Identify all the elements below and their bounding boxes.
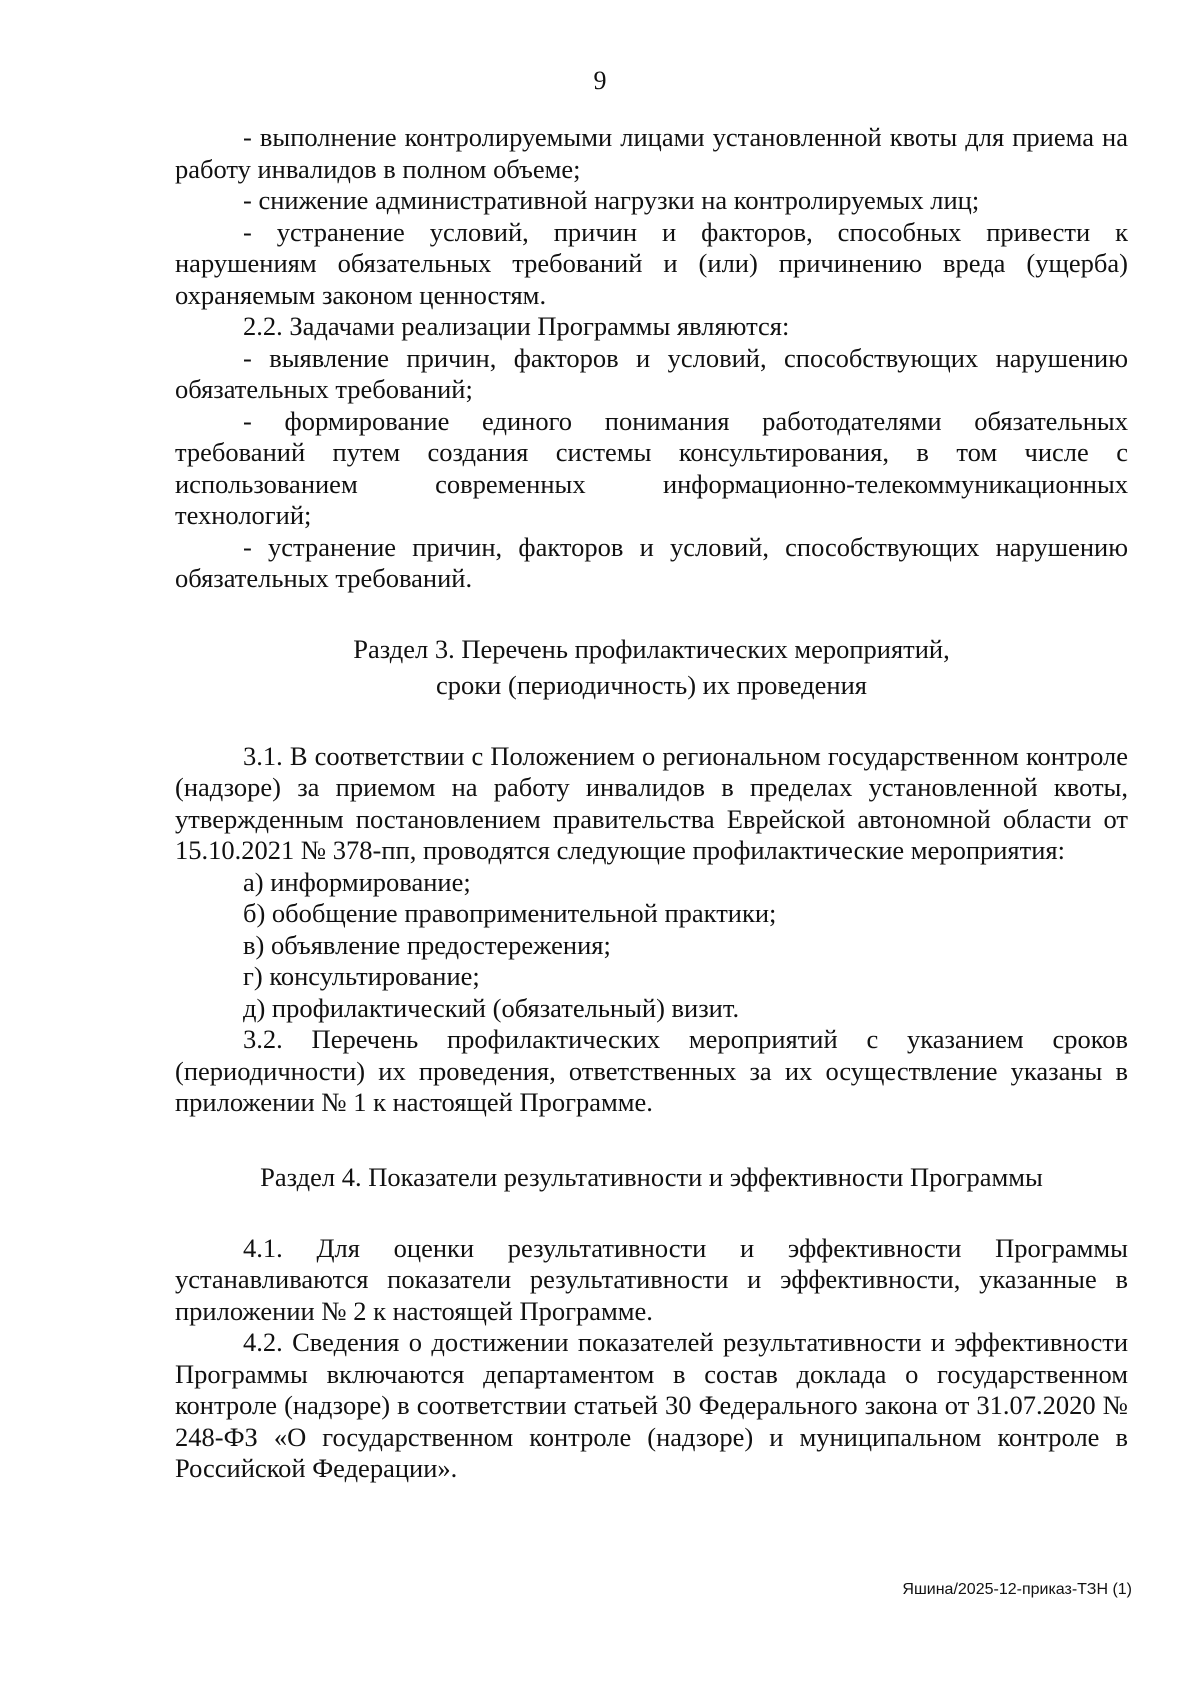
paragraph-2-2: 2.2. Задачами реализации Программы являются: [243, 311, 790, 341]
paragraph-bullet-identify: - выявление причин, факторов и условий, способствующих нарушению обязательных требований; [175, 342, 1128, 404]
paragraph-bullet-eliminate-conditions: - устранение условий, причин и факторов, способных привести к нарушениям обязательных требований и (или) причинению вреда (ущерба) охраняемым законом ценностям. [175, 216, 1128, 310]
document-footer-code: Яшина/2025-12-приказ-ТЗН (1) [902, 1581, 1132, 1598]
section-3-heading-line1: Раздел 3. Перечень профилактических мероприятий, [353, 633, 950, 664]
section-3-heading-line2: сроки (периодичность) их проведения [436, 669, 867, 700]
list-item-d: д) профилактический (обязательный) визит. [243, 992, 740, 1023]
paragraph-bullet-understanding: - формирование единого понимания работодателями обязательных требований путем создания системы консультирования, в том числе с использованием современных информационно-телекоммуникационных технологий; [175, 405, 1128, 530]
list-item-g: г) консультирование; [243, 961, 480, 991]
paragraph-bullet-quota: - выполнение контролируемыми лицами установленной квоты для приема на работу инвалидов в полном объеме; [175, 122, 1128, 184]
list-item-b: б) обобщение правоприменительной практики; [243, 898, 777, 928]
paragraph-bullet-load: - снижение административной нагрузки на контролируемых лиц; [243, 185, 980, 215]
section-3-heading [175, 631, 1128, 703]
section-4-heading: Раздел 4. Показатели результативности и эффективности Программы [260, 1161, 1043, 1192]
paragraph-3-2: 3.2. Перечень профилактических мероприятий с указанием сроков (периодичности) их проведения, ответственных за их осуществление указаны в приложении № 1 к настоящей Программе. [175, 1024, 1128, 1117]
paragraph-4-2: 4.2. Сведения о достижении показателей результативности и эффективности Программы включаются департаментом в состав доклада о государственном контроле (надзоре) в соответствии статьей 30 Федерального закона от 31.07.2020 № 248-ФЗ «О государственном контроле (надзоре) и муниципальном контроле в Российской Федерации». [175, 1327, 1128, 1483]
paragraph-4-1: 4.1. Для оценки результативности и эффективности Программы устанавливаются показатели результативности и эффективности, указанные в приложении № 2 к настоящей Программе. [175, 1232, 1128, 1326]
paragraph-3-1: 3.1. В соответствии с Положением о региональном государственном контроле (надзоре) за приемом на работу инвалидов в пределах установленной квоты, утвержденным постановлением правительства Еврейской автономной области от 15.10.2021 № 378-пп, проводятся следующие профилактические мероприятия: [175, 740, 1128, 865]
page-number: 9 [593, 66, 607, 95]
paragraph-bullet-eliminate-causes: - устранение причин, факторов и условий, способствующих нарушению обязательных требований. [175, 531, 1128, 593]
list-item-a: а) информирование; [243, 866, 471, 897]
list-item-v: в) объявление предостережения; [243, 929, 611, 960]
document-body [175, 122, 1128, 1485]
